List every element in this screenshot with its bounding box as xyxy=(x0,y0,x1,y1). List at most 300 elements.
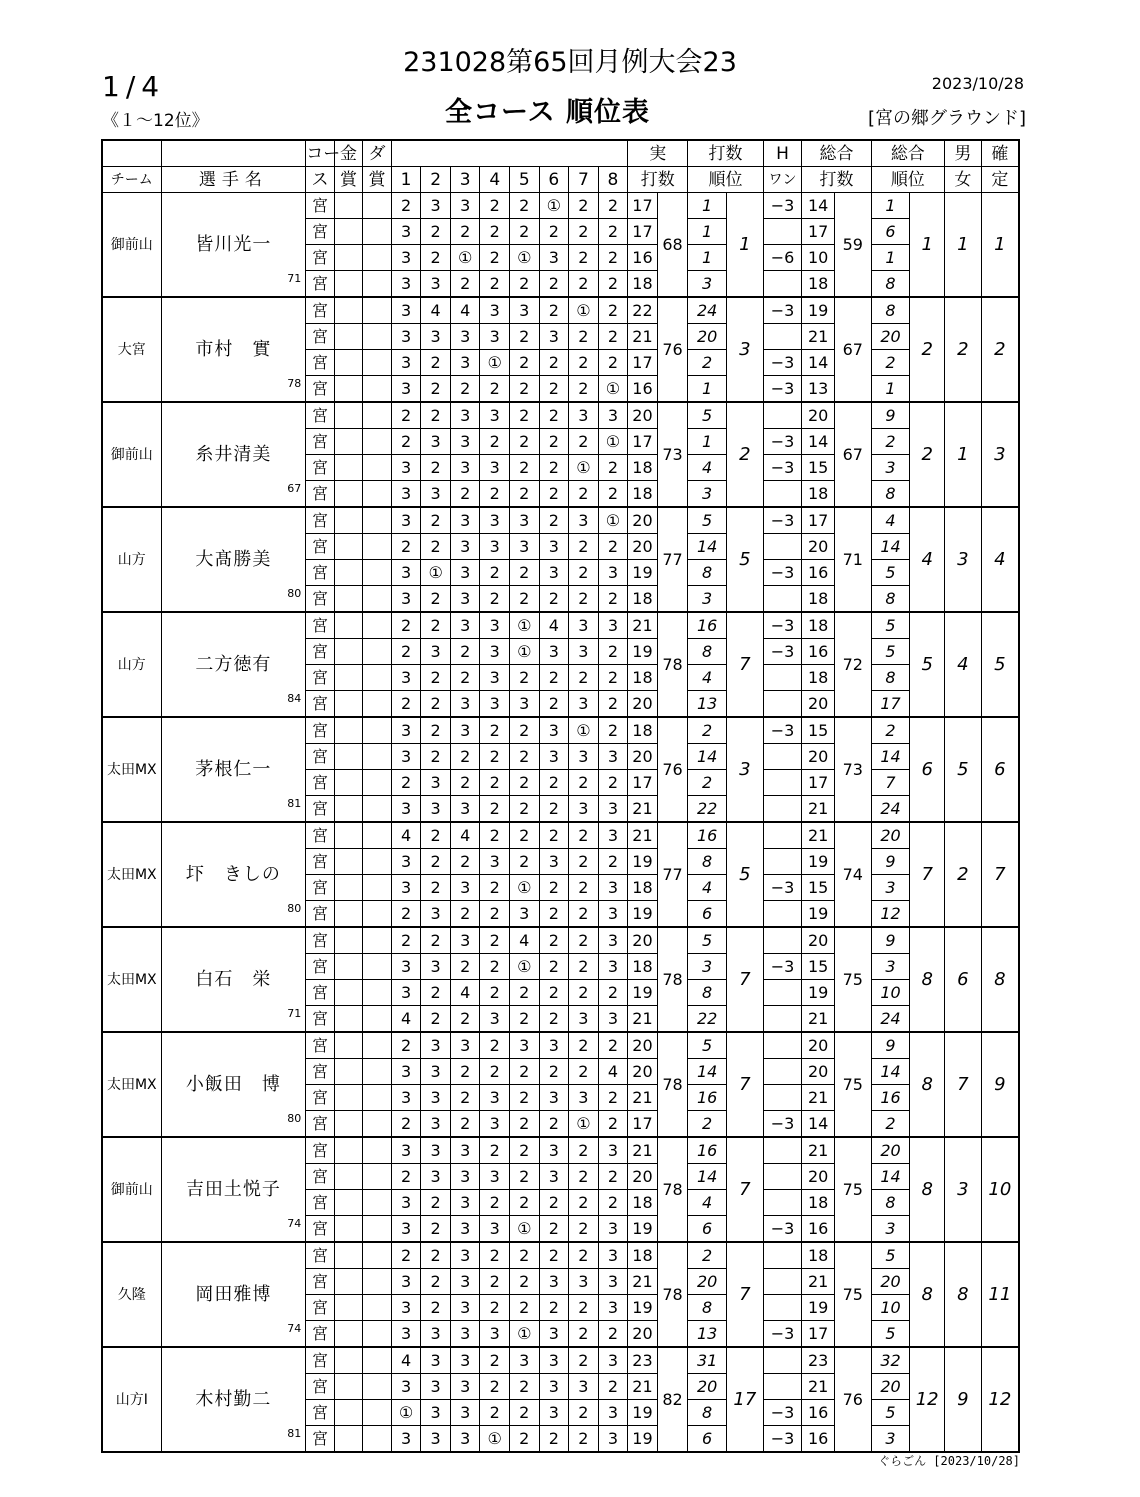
gender-rank-cell: 3 xyxy=(944,1137,981,1242)
hole-score-cell: 3 xyxy=(598,560,628,586)
gender-rank-cell: 7 xyxy=(944,1032,981,1137)
course-cell: 宮 xyxy=(306,1137,335,1164)
course-cell: 宮 xyxy=(306,1374,335,1400)
round-sum-cell: 21 xyxy=(628,796,658,823)
hole-score-cell: 2 xyxy=(391,1164,421,1190)
round-rank-cell: 16 xyxy=(688,1137,727,1164)
overall-rank-cell: 5 xyxy=(910,612,945,717)
round-sum-cell: 18 xyxy=(628,665,658,691)
hole-score-cell: 2 xyxy=(421,534,451,560)
course-cell: 宮 xyxy=(306,1426,335,1453)
hole-in-one-cell xyxy=(763,901,802,928)
net-rank-cell: 8 xyxy=(871,586,910,613)
hole-in-one-cell xyxy=(763,1059,802,1085)
hole-score-cell: 2 xyxy=(569,954,599,980)
hole-score-cell: 2 xyxy=(421,1190,451,1216)
net-rank-cell: 8 xyxy=(871,665,910,691)
hole-score-cell: 3 xyxy=(598,612,628,639)
hole-score-cell: ① xyxy=(510,639,540,665)
gold-prize-cell xyxy=(334,271,363,298)
hole-score-cell: 3 xyxy=(569,1269,599,1295)
hole-score-cell: 3 xyxy=(391,481,421,508)
hole-score-cell: 2 xyxy=(510,1190,540,1216)
hole-score-cell: 2 xyxy=(510,324,540,350)
course-cell: 宮 xyxy=(306,534,335,560)
final-header-2: 定 xyxy=(981,167,1019,193)
total-score-cell: 71 xyxy=(834,507,871,612)
hole-score-cell: 3 xyxy=(421,481,451,508)
hole-score-cell: 2 xyxy=(510,1295,540,1321)
hole-in-one-cell xyxy=(763,1190,802,1216)
da-prize-cell xyxy=(363,691,392,718)
net-rank-cell: 1 xyxy=(871,245,910,271)
round-rank-cell: 6 xyxy=(688,1216,727,1243)
player-name: 小飯田 博 xyxy=(185,1073,281,1095)
hole-score-cell: 3 xyxy=(598,901,628,928)
hole-score-cell: 3 xyxy=(569,1085,599,1111)
hole-in-one-cell xyxy=(763,927,802,954)
da-header-1: ダ xyxy=(363,140,392,167)
course-cell: 宮 xyxy=(306,1242,335,1269)
hole-score-cell: 2 xyxy=(569,429,599,455)
hole-score-cell: 3 xyxy=(391,665,421,691)
hole-score-cell: 2 xyxy=(480,1374,510,1400)
hole-score-cell: 2 xyxy=(510,1111,540,1138)
hole-score-cell: 2 xyxy=(598,1085,628,1111)
hole-score-cell: 2 xyxy=(510,429,540,455)
handicap: 81 xyxy=(287,1427,302,1440)
da-prize-cell xyxy=(363,1137,392,1164)
team-cell: 山方Ⅰ xyxy=(102,1347,161,1452)
round-sum-cell: 21 xyxy=(628,324,658,350)
hole-score-cell: 2 xyxy=(598,455,628,481)
gold-prize-cell xyxy=(334,744,363,770)
hole-header-8: 8 xyxy=(598,167,628,193)
da-prize-cell xyxy=(363,1321,392,1348)
net-score-cell: 19 xyxy=(802,1295,835,1321)
final-header-1: 確 xyxy=(981,140,1019,167)
final-rank-cell: 3 xyxy=(981,402,1019,507)
hole-score-cell: 2 xyxy=(480,796,510,823)
net-rank-cell: 14 xyxy=(871,1059,910,1085)
actual-header-1: 実 xyxy=(628,140,688,167)
rank-range: 《１～12位》 xyxy=(102,111,209,131)
net-rank-cell: 17 xyxy=(871,691,910,718)
hole-score-cell: 2 xyxy=(569,665,599,691)
hole-score-cell: ① xyxy=(569,717,599,744)
round-sum-cell: 18 xyxy=(628,481,658,508)
hole-in-one-cell xyxy=(763,770,802,796)
net-rank-cell: 10 xyxy=(871,980,910,1006)
hole-score-cell: 3 xyxy=(391,350,421,376)
hole-score-cell: 2 xyxy=(569,927,599,954)
hole-score-cell: 2 xyxy=(510,1426,540,1453)
gold-prize-cell xyxy=(334,665,363,691)
course-cell: 宮 xyxy=(306,1006,335,1033)
round-rank-cell: 2 xyxy=(688,1242,727,1269)
player-name-cell xyxy=(161,927,306,1032)
hole-score-cell: 3 xyxy=(598,927,628,954)
hole-score-cell: 4 xyxy=(450,297,480,324)
gold-prize-cell xyxy=(334,1295,363,1321)
course-cell: 宮 xyxy=(306,455,335,481)
hole-score-cell: 3 xyxy=(450,534,480,560)
hole-score-cell: 3 xyxy=(480,691,510,718)
hole-score-cell: 3 xyxy=(450,1190,480,1216)
hole-score-cell: 3 xyxy=(450,324,480,350)
hole-score-cell: 2 xyxy=(539,954,569,980)
gold-prize-cell xyxy=(334,612,363,639)
hole-score-cell: 3 xyxy=(598,822,628,849)
da-prize-cell xyxy=(363,1426,392,1453)
net-score-cell: 20 xyxy=(802,927,835,954)
player-name-cell xyxy=(161,1347,306,1452)
hole-score-cell: 2 xyxy=(539,271,569,298)
hole-score-cell: 3 xyxy=(421,1032,451,1059)
round-sum-cell: 21 xyxy=(628,612,658,639)
actual-strokes-cell: 78 xyxy=(657,1242,688,1347)
total-score-cell: 72 xyxy=(834,612,871,717)
hole-score-cell: 2 xyxy=(569,560,599,586)
team-header-top xyxy=(102,140,161,167)
hole-score-cell: 2 xyxy=(510,1374,540,1400)
net-rank-cell: 8 xyxy=(871,481,910,508)
gold-prize-cell xyxy=(334,770,363,796)
round-sum-cell: 23 xyxy=(628,1347,658,1374)
hole-in-one-cell xyxy=(763,219,802,245)
hole-score-cell: ① xyxy=(598,429,628,455)
hole-score-cell: 2 xyxy=(598,324,628,350)
hole-score-cell: 3 xyxy=(510,691,540,718)
hole-score-cell: 2 xyxy=(510,665,540,691)
hole-score-cell: 3 xyxy=(480,1216,510,1243)
net-rank-cell: 10 xyxy=(871,1295,910,1321)
footer-credit: ぐらごん [2023/10/28] xyxy=(878,1454,1020,1468)
hole-in-one-cell xyxy=(763,1374,802,1400)
total-score-cell: 59 xyxy=(834,193,871,298)
hole-in-one-cell xyxy=(763,796,802,823)
hole-score-cell: 2 xyxy=(480,1269,510,1295)
hole-score-cell: 2 xyxy=(421,402,451,429)
hole-score-cell: 2 xyxy=(510,193,540,219)
hole-score-cell: 3 xyxy=(450,1400,480,1426)
da-prize-cell xyxy=(363,744,392,770)
round-rank-cell: 31 xyxy=(688,1347,727,1374)
hole-score-cell: 3 xyxy=(391,875,421,901)
table-row xyxy=(102,507,1019,534)
hole-score-cell: 3 xyxy=(421,770,451,796)
hole-score-cell: 3 xyxy=(450,560,480,586)
hole-score-cell: 2 xyxy=(539,297,569,324)
hole-in-one-cell: −3 xyxy=(763,376,802,403)
hole-in-one-cell xyxy=(763,849,802,875)
hole-score-cell: 3 xyxy=(450,1321,480,1348)
hole-score-cell: 3 xyxy=(510,297,540,324)
handicap: 71 xyxy=(287,1007,302,1020)
gold-prize-cell xyxy=(334,1426,363,1453)
hole-in-one-cell: −3 xyxy=(763,717,802,744)
round-sum-cell: 19 xyxy=(628,1216,658,1243)
hole-score-cell: 4 xyxy=(510,927,540,954)
net-score-cell: 15 xyxy=(802,875,835,901)
hole-score-cell: 3 xyxy=(480,1006,510,1033)
da-prize-cell xyxy=(363,376,392,403)
hole-score-cell: 2 xyxy=(480,1059,510,1085)
hole-score-cell: 3 xyxy=(598,1426,628,1453)
team-cell: 太田MX xyxy=(102,1032,161,1137)
hole-score-cell: 2 xyxy=(598,245,628,271)
net-rank-cell: 3 xyxy=(871,875,910,901)
da-prize-cell xyxy=(363,901,392,928)
round-sum-cell: 18 xyxy=(628,954,658,980)
round-rank-cell: 2 xyxy=(688,770,727,796)
hole-in-one-cell xyxy=(763,1137,802,1164)
hole-score-cell: 2 xyxy=(539,1242,569,1269)
hole-score-cell: 2 xyxy=(569,1137,599,1164)
round-rank-cell: 14 xyxy=(688,534,727,560)
hole-score-cell: 3 xyxy=(391,271,421,298)
net-score-cell: 17 xyxy=(802,219,835,245)
gold-prize-cell xyxy=(334,1059,363,1085)
gold-prize-cell xyxy=(334,297,363,324)
hole-score-cell: 2 xyxy=(539,429,569,455)
hole-score-cell: 3 xyxy=(450,455,480,481)
hole-in-one-cell: −3 xyxy=(763,1426,802,1453)
round-sum-cell: 21 xyxy=(628,1085,658,1111)
hole-score-cell: 2 xyxy=(480,245,510,271)
gold-prize-cell xyxy=(334,1347,363,1374)
total-score-cell: 73 xyxy=(834,717,871,822)
stroke-rank-cell: 5 xyxy=(727,507,764,612)
hole-score-cell: 2 xyxy=(598,639,628,665)
da-prize-cell xyxy=(363,1085,392,1111)
hole-score-cell: 2 xyxy=(598,350,628,376)
da-prize-cell xyxy=(363,324,392,350)
hole-score-cell: 3 xyxy=(391,297,421,324)
net-score-cell: 15 xyxy=(802,717,835,744)
hole-score-cell: 2 xyxy=(480,376,510,403)
hole-score-cell: 3 xyxy=(539,245,569,271)
course-cell: 宮 xyxy=(306,954,335,980)
gold-prize-cell xyxy=(334,1374,363,1400)
round-sum-cell: 17 xyxy=(628,350,658,376)
course-cell: 宮 xyxy=(306,297,335,324)
round-rank-cell: 4 xyxy=(688,455,727,481)
hole-score-cell: ① xyxy=(569,297,599,324)
hole-score-cell: 3 xyxy=(480,1164,510,1190)
round-rank-cell: 16 xyxy=(688,822,727,849)
hole-score-cell: 2 xyxy=(569,324,599,350)
hole-score-cell: 2 xyxy=(539,1295,569,1321)
net-rank-cell: 9 xyxy=(871,402,910,429)
hole-score-cell: 2 xyxy=(539,927,569,954)
hole-in-one-cell: −3 xyxy=(763,429,802,455)
net-score-cell: 18 xyxy=(802,612,835,639)
hole-score-cell: 2 xyxy=(598,193,628,219)
hole-score-cell: 2 xyxy=(539,586,569,613)
table-row xyxy=(102,402,1019,429)
total-score-cell: 75 xyxy=(834,1242,871,1347)
da-prize-cell xyxy=(363,455,392,481)
round-sum-cell: 21 xyxy=(628,1269,658,1295)
round-rank-cell: 1 xyxy=(688,429,727,455)
net-score-cell: 14 xyxy=(802,193,835,219)
gold-prize-cell xyxy=(334,376,363,403)
gold-header-1: 金 xyxy=(334,140,363,167)
hole-score-cell: 2 xyxy=(421,1295,451,1321)
hole-header-7: 7 xyxy=(569,167,599,193)
hole-score-cell: 3 xyxy=(569,691,599,718)
hole-score-cell: 3 xyxy=(391,1295,421,1321)
round-rank-cell: 13 xyxy=(688,691,727,718)
hole-score-cell: 2 xyxy=(421,665,451,691)
round-rank-cell: 8 xyxy=(688,849,727,875)
hole-score-cell: 3 xyxy=(421,1137,451,1164)
hole-in-one-cell: −3 xyxy=(763,1111,802,1138)
hole-score-cell: 2 xyxy=(421,875,451,901)
player-name-cell xyxy=(161,297,306,402)
gold-prize-cell xyxy=(334,1164,363,1190)
round-rank-cell: 4 xyxy=(688,1190,727,1216)
handicap: 74 xyxy=(287,1217,302,1230)
actual-header-2: 打数 xyxy=(628,167,688,193)
net-rank-cell: 9 xyxy=(871,1032,910,1059)
hole-score-cell: 3 xyxy=(510,534,540,560)
hole-score-cell: 3 xyxy=(480,665,510,691)
team-cell: 御前山 xyxy=(102,1137,161,1242)
hole-score-cell: 2 xyxy=(598,1032,628,1059)
round-sum-cell: 16 xyxy=(628,245,658,271)
player-name: 糸井清美 xyxy=(195,443,272,465)
gold-prize-cell xyxy=(334,586,363,613)
stroke-rank-cell: 3 xyxy=(727,717,764,822)
hole-score-cell: 2 xyxy=(598,849,628,875)
subtitle: 全コース 順位表 xyxy=(445,97,651,128)
hole-score-cell: 2 xyxy=(450,770,480,796)
round-sum-cell: 20 xyxy=(628,1059,658,1085)
hole-score-cell: 2 xyxy=(391,402,421,429)
hole-score-cell: 3 xyxy=(569,402,599,429)
handicap: 80 xyxy=(287,1112,302,1125)
final-rank-cell: 4 xyxy=(981,507,1019,612)
hole-score-cell: 3 xyxy=(450,1295,480,1321)
hole-score-cell: 2 xyxy=(569,1295,599,1321)
da-prize-cell xyxy=(363,1164,392,1190)
da-prize-cell xyxy=(363,1242,392,1269)
hole-score-cell: 3 xyxy=(391,1426,421,1453)
trank-header-2: 順位 xyxy=(871,167,944,193)
da-prize-cell xyxy=(363,481,392,508)
hole-score-cell: 2 xyxy=(480,1400,510,1426)
handicap: 74 xyxy=(287,1322,302,1335)
table-row xyxy=(102,1347,1019,1374)
hole-score-cell: 2 xyxy=(480,927,510,954)
hole-score-cell: 2 xyxy=(539,219,569,245)
handicap: 71 xyxy=(287,272,302,285)
gold-prize-cell xyxy=(334,927,363,954)
total-score-cell: 75 xyxy=(834,927,871,1032)
hole-score-cell: 2 xyxy=(480,1347,510,1374)
hole-score-cell: 3 xyxy=(391,980,421,1006)
round-sum-cell: 18 xyxy=(628,586,658,613)
gender-rank-cell: 9 xyxy=(944,1347,981,1452)
hole-score-cell: 3 xyxy=(421,1059,451,1085)
hole-score-cell: 2 xyxy=(539,481,569,508)
net-rank-cell: 12 xyxy=(871,901,910,928)
net-score-cell: 19 xyxy=(802,849,835,875)
hole-score-cell: ① xyxy=(569,1111,599,1138)
net-rank-cell: 14 xyxy=(871,744,910,770)
hole-score-cell: ① xyxy=(450,245,480,271)
round-rank-cell: 13 xyxy=(688,1321,727,1348)
course-cell: 宮 xyxy=(306,665,335,691)
hole-in-one-cell xyxy=(763,665,802,691)
hole-score-cell: 2 xyxy=(598,691,628,718)
gold-prize-cell xyxy=(334,1242,363,1269)
header-row-1 xyxy=(102,140,1019,167)
hole-score-cell: 2 xyxy=(421,1006,451,1033)
da-prize-cell xyxy=(363,875,392,901)
hole-score-cell: 3 xyxy=(391,744,421,770)
hole-score-cell: 3 xyxy=(391,1190,421,1216)
hole-score-cell: 3 xyxy=(391,717,421,744)
hole-score-cell: 2 xyxy=(510,822,540,849)
round-sum-cell: 21 xyxy=(628,1137,658,1164)
round-rank-cell: 2 xyxy=(688,1111,727,1138)
hole-score-cell: ① xyxy=(510,612,540,639)
round-rank-cell: 24 xyxy=(688,297,727,324)
total-score-cell: 75 xyxy=(834,1032,871,1137)
net-score-cell: 16 xyxy=(802,560,835,586)
hole-score-cell: 2 xyxy=(510,1269,540,1295)
hole-score-cell: 2 xyxy=(391,534,421,560)
round-rank-cell: 2 xyxy=(688,717,727,744)
hole-score-cell: 3 xyxy=(421,1400,451,1426)
hole-in-one-cell xyxy=(763,534,802,560)
round-sum-cell: 17 xyxy=(628,1111,658,1138)
hole-score-cell: 2 xyxy=(391,612,421,639)
overall-rank-cell: 12 xyxy=(910,1347,945,1452)
hole-score-cell: 3 xyxy=(539,324,569,350)
team-cell: 太田MX xyxy=(102,717,161,822)
hole-score-cell: 2 xyxy=(598,1164,628,1190)
hole-score-cell: 3 xyxy=(450,1216,480,1243)
hole-score-cell: 3 xyxy=(598,1269,628,1295)
hole-score-cell: 2 xyxy=(569,822,599,849)
actual-strokes-cell: 68 xyxy=(657,193,688,298)
hole-score-cell: 2 xyxy=(569,1321,599,1348)
hole-score-cell: 3 xyxy=(450,717,480,744)
course-cell: 宮 xyxy=(306,507,335,534)
player-name-cell xyxy=(161,1032,306,1137)
hole-score-cell: 2 xyxy=(421,245,451,271)
hole-header-5: 5 xyxy=(510,167,540,193)
hole-score-cell: 2 xyxy=(539,1216,569,1243)
hole-score-cell: 3 xyxy=(539,560,569,586)
hole-score-cell: ① xyxy=(510,1321,540,1348)
net-rank-cell: 20 xyxy=(871,822,910,849)
round-sum-cell: 17 xyxy=(628,770,658,796)
stroke-rank-cell: 7 xyxy=(727,1242,764,1347)
hole-score-cell: 2 xyxy=(421,219,451,245)
course-cell: 宮 xyxy=(306,1216,335,1243)
overall-rank-cell: 8 xyxy=(910,927,945,1032)
player-name-cell xyxy=(161,193,306,298)
table-row xyxy=(102,1137,1019,1164)
hole-score-cell: 3 xyxy=(539,1374,569,1400)
hole-score-cell: 2 xyxy=(569,901,599,928)
hole-score-cell: 2 xyxy=(569,1059,599,1085)
